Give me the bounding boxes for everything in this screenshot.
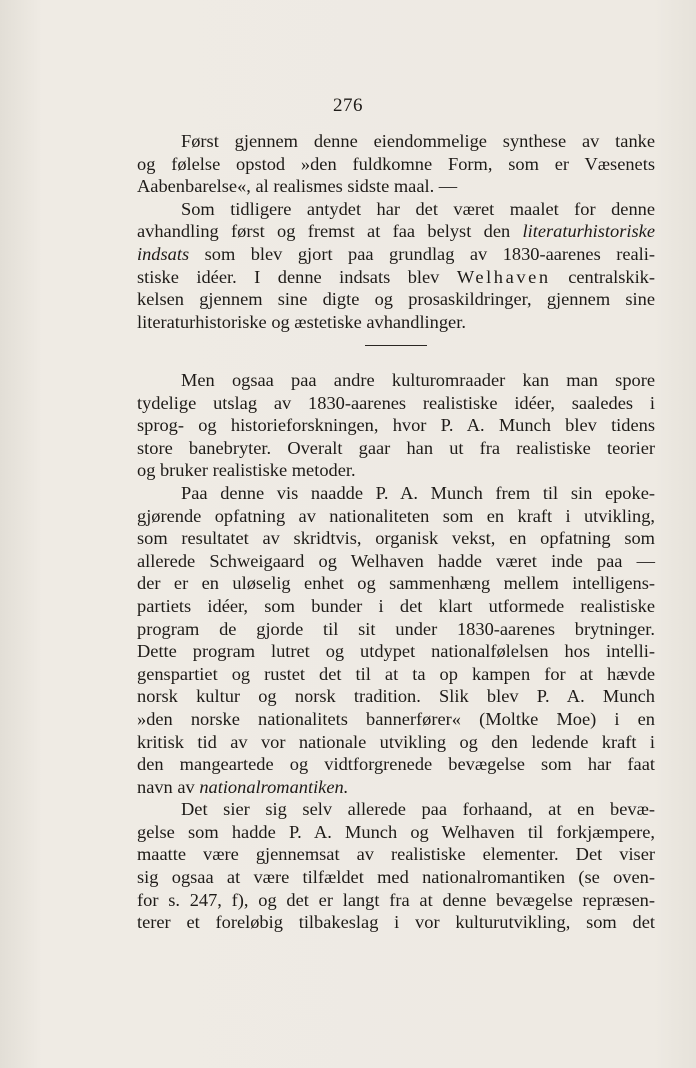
text-segment: Først gjennem denne eiendommelige synthese av tanke [181, 131, 655, 151]
text-line [137, 753, 655, 776]
text-segment: gelse som hadde P. A. Munch og Welhaven til forkjæmpere, [137, 821, 655, 842]
text-line [137, 392, 655, 415]
text-line [137, 414, 655, 437]
text-segment: Aabenbarelse«, al realismes sidste maal. — [137, 176, 458, 197]
text-segment: kritisk tid av vor nationale utvikling og den ledende kraft i [137, 731, 655, 752]
text-line [137, 243, 655, 266]
text-line [137, 798, 655, 821]
text-line [137, 369, 655, 392]
text-line [137, 459, 655, 482]
text-line [137, 153, 655, 176]
text-segment: navn av [137, 776, 200, 797]
text-line [137, 311, 655, 334]
text-segment: og bruker realistiske metoder. [137, 460, 356, 481]
text-line [137, 640, 655, 663]
text-line [137, 572, 655, 595]
text-segment: terer et foreløbig tilbakeslag i vor kulturutvikling, som det [137, 912, 655, 933]
text-line [137, 595, 655, 618]
text-segment: genspartiet og rustet det til at ta op kampen for at hævde [137, 663, 655, 684]
text-segment: Dette program lutret og utdypet nationalfølelsen hos intelli- [137, 641, 655, 662]
text-segment: allerede Schweigaard og Welhaven hadde været inde paa — [137, 550, 655, 571]
text-segment: og følelse opstod »den fuldkomne Form, som er Væsenets [137, 153, 655, 174]
text-line [137, 527, 655, 550]
text-line [137, 288, 655, 311]
text-segment: sprog- og historieforskningen, hvor P. A. Munch blev tidens [137, 415, 655, 436]
text-segment: kelsen gjennem sine digte og prosaskildringer, gjennem sine [137, 289, 655, 310]
text-line [137, 618, 655, 641]
text-line [137, 505, 655, 528]
text-line [137, 266, 655, 289]
text-segment: som blev gjort paa grundlag av 1830-aarenes reali- [189, 243, 655, 264]
text-line [137, 175, 655, 198]
text-line [137, 776, 655, 799]
text-line [137, 130, 655, 153]
text-segment: tydelige utslag av 1830-aarenes realistiske idéer, saaledes i [137, 392, 655, 413]
text-section-cultural [137, 369, 655, 934]
text-line [137, 220, 655, 243]
text-line [137, 663, 655, 686]
text-section-literary [137, 130, 655, 333]
text-segment: literaturhistoriske og æstetiske avhandlinger. [137, 311, 466, 332]
spaced-name-segment: Welhaven [456, 266, 551, 287]
section-divider [365, 345, 427, 346]
text-line [137, 889, 655, 912]
text-segment: sig ogsaa at være tilfældet med nationalromantiken (se oven- [137, 867, 655, 888]
page-number: 276 [333, 95, 363, 116]
text-segment: Som tidligere antydet har det været maalet for denne [181, 198, 655, 219]
text-line [137, 437, 655, 460]
text-line [137, 708, 655, 731]
text-segment: maatte være gjennemsat av realistiske elementer. Det viser [137, 844, 655, 865]
text-segment: for s. 247, f), og det er langt fra at denne bevægelse repræsen- [137, 889, 655, 910]
text-segment: der er en uløselig enhet og sammenhæng mellem intelligens- [137, 573, 655, 594]
text-segment: Det sier sig selv allerede paa forhaand, at en bevæ- [181, 799, 655, 820]
text-line [137, 685, 655, 708]
text-segment: som resultatet av skridtvis, organisk vekst, en opfatning som [137, 528, 655, 549]
italic-segment: literaturhistoriske [522, 221, 655, 242]
text-segment: gjørende opfatning av nationaliteten som en kraft i utvikling, [137, 505, 655, 526]
text-line [137, 821, 655, 844]
text-line [137, 482, 655, 505]
text-segment: den mangeartede og vidtforgrenede bevægelse som har faat [137, 754, 655, 775]
text-segment: program de gjorde til sit under 1830-aarenes brytninger. [137, 618, 655, 639]
text-segment: partiets idéer, som bunder i det klart utformede realistiske [137, 595, 655, 616]
text-segment: stiske idéer. I denne indsats blev [137, 266, 457, 287]
text-line [137, 731, 655, 754]
text-segment: centralskik- [550, 266, 655, 287]
text-segment: store banebryter. Overalt gaar han ut fra realistiske teorier [137, 437, 655, 458]
text-line [137, 198, 655, 221]
text-segment: Paa denne vis naadde P. A. Munch frem til sin epoke- [181, 482, 655, 503]
text-segment: norsk kultur og norsk tradition. Slik blev P. A. Munch [137, 686, 655, 707]
text-segment: Men ogsaa paa andre kulturomraader kan man spore [181, 370, 655, 390]
text-segment: »den norske nationalitets bannerfører« (Moltke Moe) i en [137, 708, 655, 729]
italic-segment: nationalromantiken. [199, 776, 349, 797]
text-line [137, 911, 655, 934]
text-line [137, 866, 655, 889]
italic-segment: indsats [137, 243, 190, 264]
text-segment: avhandling først og fremst at faa belyst den [137, 221, 523, 242]
text-line [137, 550, 655, 573]
text-line [137, 843, 655, 866]
